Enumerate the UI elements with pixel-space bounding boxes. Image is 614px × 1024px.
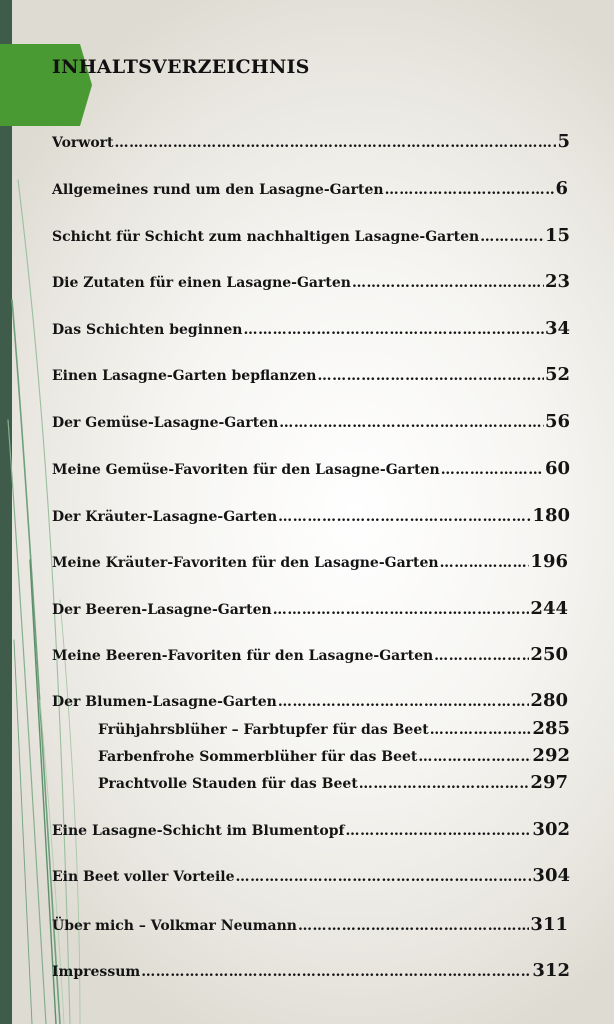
toc-dot-leader — [352, 275, 544, 291]
toc-page-number: 180 — [532, 505, 570, 526]
toc-entry-title: Ein Beet voller Vorteile — [52, 869, 235, 885]
toc-entry-title: Schicht für Schicht zum nachhaltigen Lasagne-Garten — [52, 229, 480, 245]
toc-page-number: 311 — [530, 914, 568, 935]
toc-page-number: 196 — [530, 551, 568, 572]
toc-entry — [52, 819, 570, 840]
toc-entry-title: Farbenfrohe Sommerblüher für das Beet — [98, 749, 418, 765]
toc-entry-title: Die Zutaten für einen Lasagne-Garten — [52, 275, 351, 291]
toc-page-number: 302 — [532, 819, 570, 840]
toc-entry-title: Prachtvolle Stauden für das Beet — [98, 776, 358, 792]
page-title: INHALTSVERZEICHNIS — [52, 56, 310, 78]
toc-entry — [52, 271, 570, 292]
toc-entry-title: Der Kräuter-Lasagne-Garten — [52, 509, 278, 525]
toc-entry — [52, 505, 570, 526]
toc-entry-title: Einen Lasagne-Garten bepflanzen — [52, 368, 317, 384]
toc-entry — [52, 318, 570, 339]
toc-entry — [52, 225, 570, 246]
toc-page-number: 297 — [530, 772, 568, 793]
toc-dot-leader — [273, 602, 530, 618]
toc-entry-title: Vorwort — [52, 135, 114, 151]
toc-entry — [52, 131, 570, 152]
toc-entry — [52, 411, 570, 432]
toc-subentry — [98, 772, 568, 793]
toc-dot-leader — [440, 555, 530, 571]
toc-page-number: 56 — [544, 411, 570, 432]
toc-entry — [52, 960, 570, 981]
toc-page-number: 52 — [544, 364, 570, 385]
toc-dot-leader — [243, 322, 543, 338]
toc-page-number: 5 — [557, 131, 570, 152]
toc-entry-title: Impressum — [52, 964, 141, 980]
toc-entry-title: Frühjahrsblüher – Farbtupfer für das Beet — [98, 722, 429, 738]
toc-entry — [52, 364, 570, 385]
toc-entry — [52, 551, 568, 572]
toc-page-number: 15 — [544, 225, 570, 246]
toc-dot-leader — [441, 462, 544, 478]
toc-entry-title: Der Beeren-Lasagne-Garten — [52, 602, 272, 618]
toc-subentry — [98, 718, 570, 739]
toc-dot-leader — [430, 722, 532, 738]
toc-page-number: 312 — [532, 960, 570, 981]
toc-entry-title: Der Blumen-Lasagne-Garten — [52, 694, 277, 710]
toc-dot-leader — [236, 869, 532, 885]
toc-page-number: 23 — [544, 271, 570, 292]
toc-entry-title: Meine Beeren-Favoriten für den Lasagne-Garten — [52, 648, 434, 664]
toc-entry-title: Der Gemüse-Lasagne-Garten — [52, 415, 279, 431]
toc-entry — [52, 644, 568, 665]
toc-page-number: 34 — [544, 318, 570, 339]
toc-entry-title: Meine Gemüse-Favoriten für den Lasagne-Garten — [52, 462, 440, 478]
toc-page-number: 250 — [530, 644, 568, 665]
toc-page-number: 292 — [532, 745, 570, 766]
toc-dot-leader — [359, 776, 530, 792]
toc-page-number: 285 — [532, 718, 570, 739]
toc-entry-title: Eine Lasagne-Schicht im Blumentopf — [52, 823, 345, 839]
toc-entry — [52, 690, 568, 711]
toc-entry — [52, 914, 568, 935]
toc-dot-leader — [480, 229, 544, 245]
toc-dot-leader — [279, 415, 544, 431]
toc-dot-leader — [434, 648, 529, 664]
toc-dot-leader — [141, 964, 531, 980]
toc-page-number: 60 — [544, 458, 570, 479]
toc-page-number: 280 — [530, 690, 568, 711]
toc-dot-leader — [115, 135, 557, 151]
toc-dot-leader — [385, 182, 555, 198]
toc-dot-leader — [278, 509, 531, 525]
toc-dot-leader — [418, 749, 531, 765]
toc-entry — [52, 458, 570, 479]
toc-page-number: 244 — [530, 598, 568, 619]
toc-entry — [52, 598, 568, 619]
toc-dot-leader — [346, 823, 532, 839]
toc-entry — [52, 865, 570, 886]
toc-entry-title: Allgemeines rund um den Lasagne-Garten — [52, 182, 384, 198]
toc-entry-title: Über mich – Volkmar Neumann — [52, 918, 297, 934]
toc-page-number: 304 — [532, 865, 570, 886]
toc-dot-leader — [298, 918, 529, 934]
toc-dot-leader — [317, 368, 543, 384]
toc-entry-title: Das Schichten beginnen — [52, 322, 243, 338]
toc-entry — [52, 178, 568, 199]
toc-entry-title: Meine Kräuter-Favoriten für den Lasagne-Garten — [52, 555, 439, 571]
toc-subentry — [98, 745, 570, 766]
toc-page-number: 6 — [555, 178, 568, 199]
toc-dot-leader — [278, 694, 530, 710]
